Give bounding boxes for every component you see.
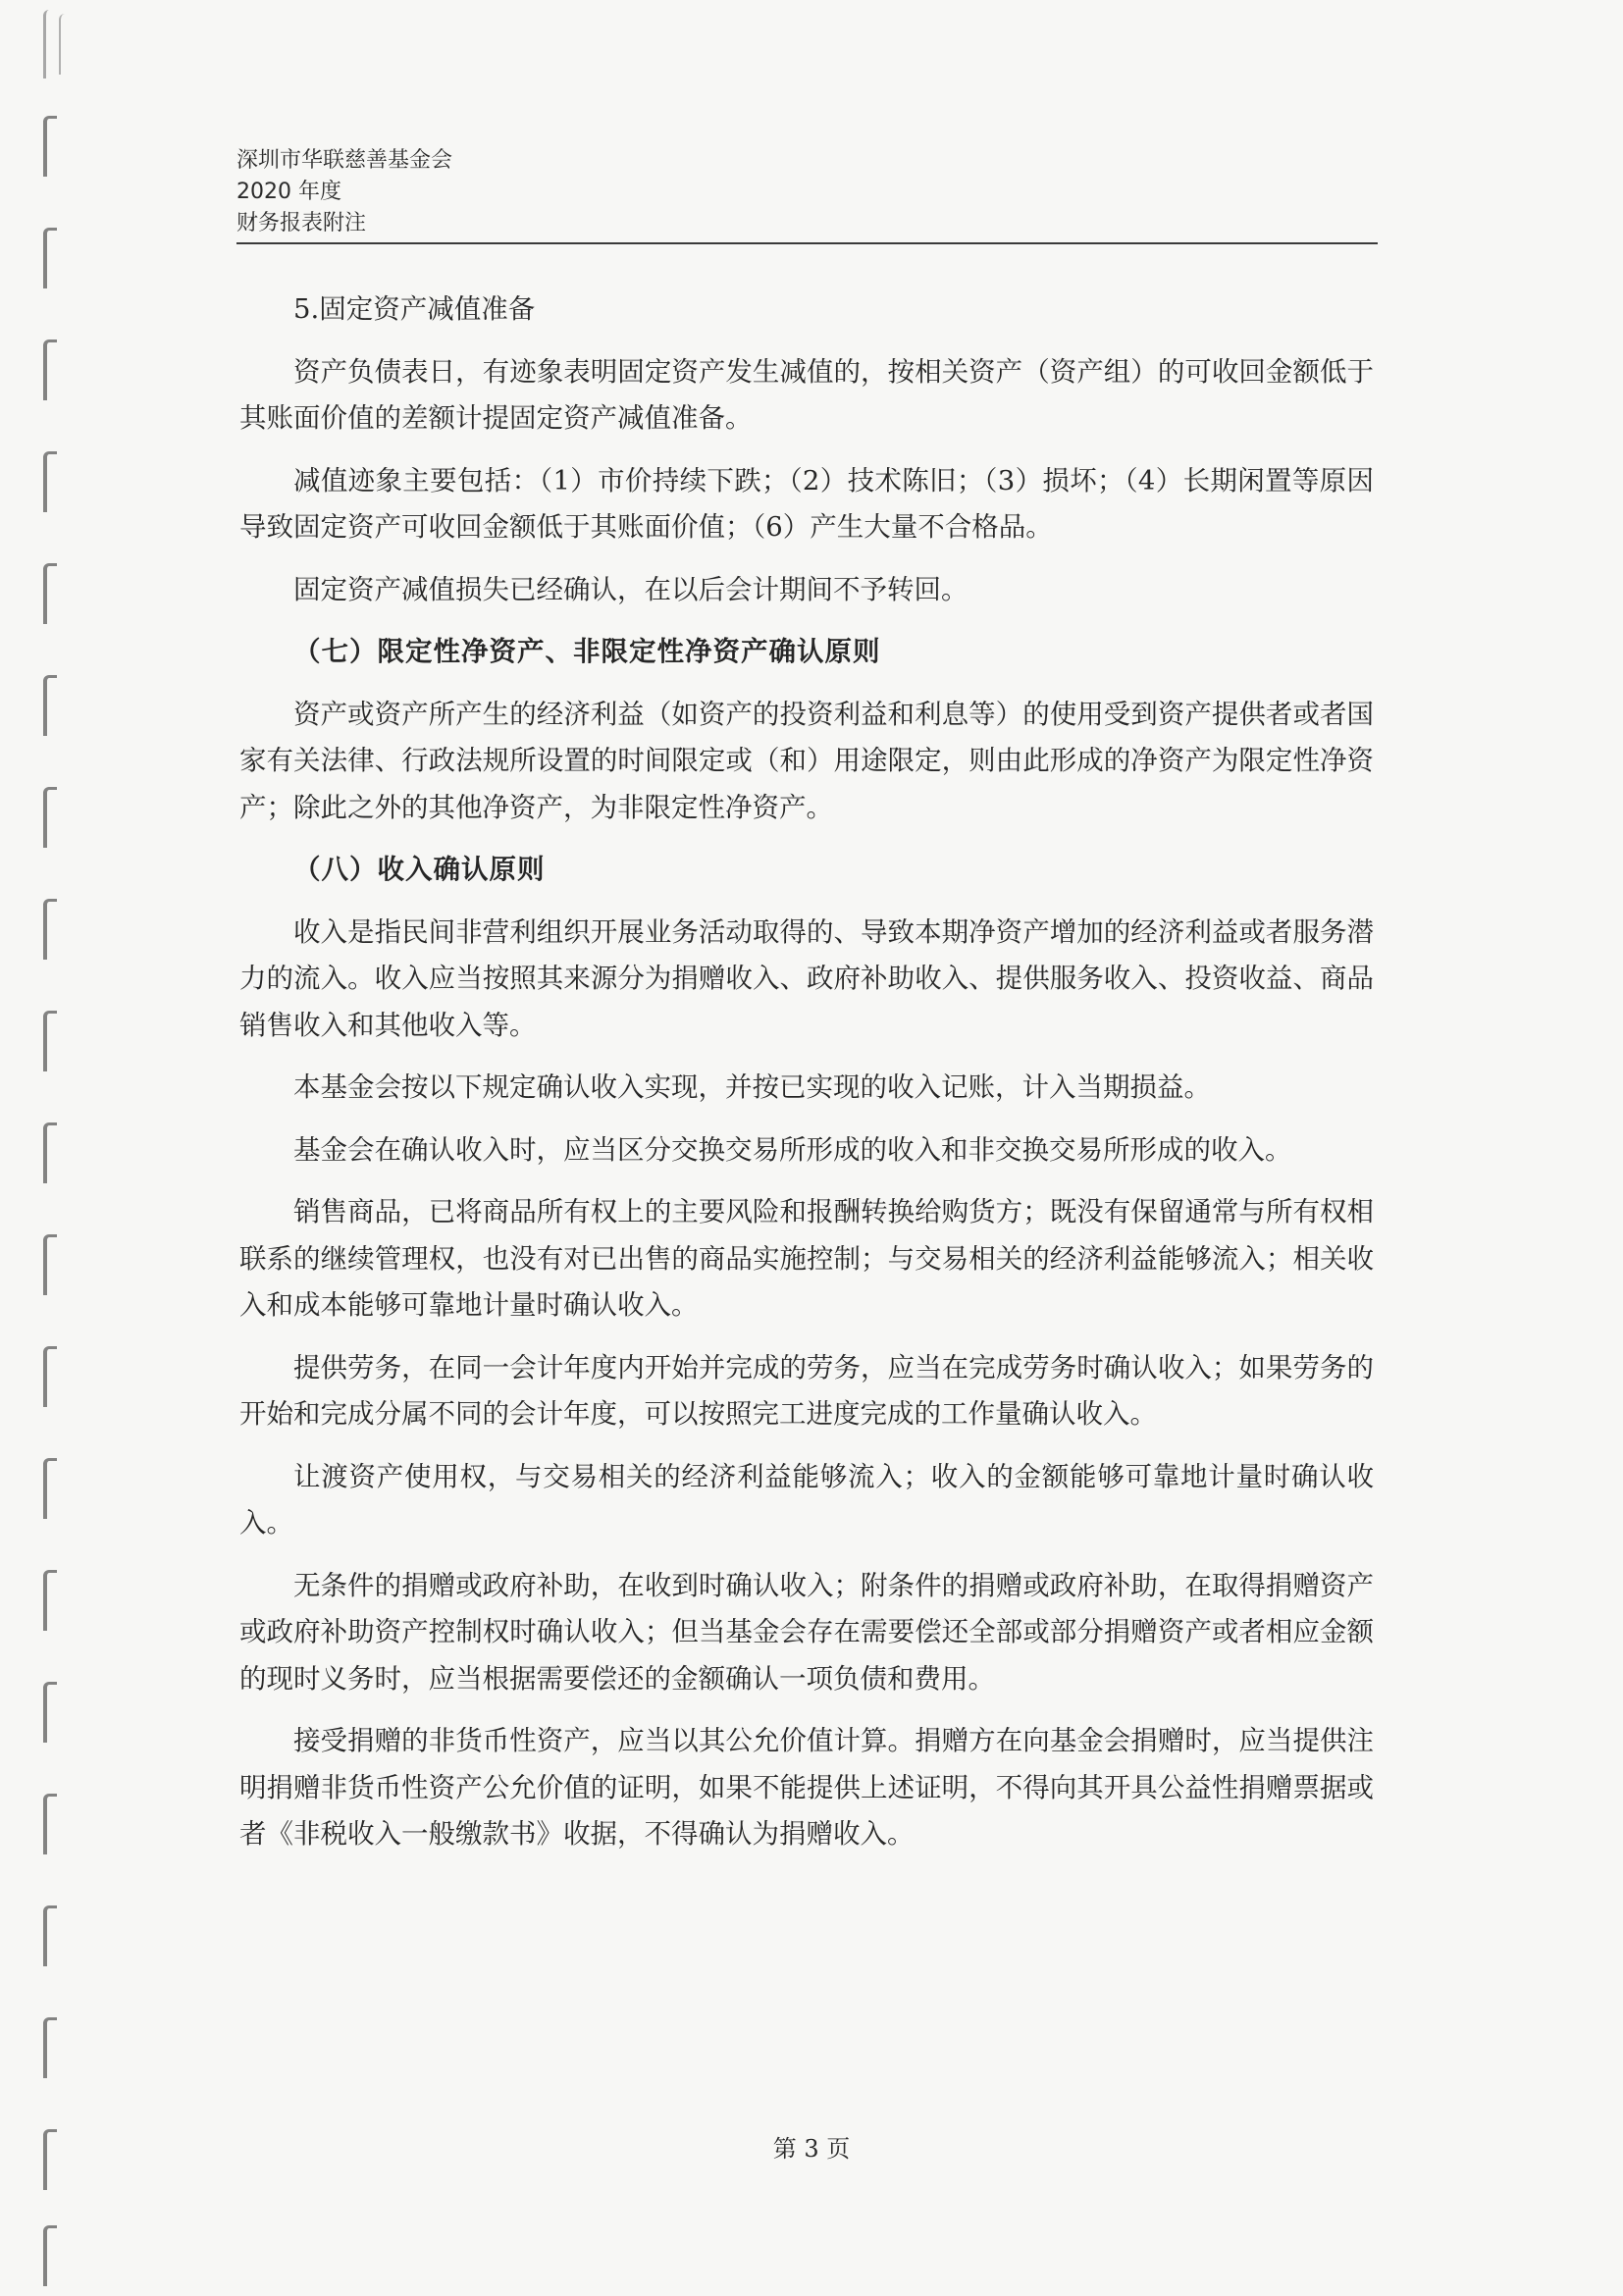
paragraph: 减值迹象主要包括：（1）市价持续下跌；（2）技术陈旧；（3）损坏；（4）长期闲置等原因导致固定资产可收回金额低于其账面价值；（6）产生大量不合格品。 [239,464,1374,543]
binding-hole-mark [43,1570,57,1631]
binding-hole-mark [43,10,57,78]
binding-hole-mark [43,2225,57,2286]
paragraph: 收入是指民间非营利组织开展业务活动取得的、导致本期净资产增加的经济利益或者服务潜力的流入。收入应当按照其来源分为捐赠收入、政府补助收入、提供服务收入、投资收益、商品销售收入和其他收入等。 [239,915,1374,1041]
binding-hole-mark [43,1458,57,1519]
header-divider [236,242,1378,244]
paragraph: 提供劳务，在同一会计年度内开始并完成的劳务，应当在完成劳务时确认收入；如果劳务的开始和完成分属不同的会计年度，可以按照完工进度完成的工作量确认收入。 [239,1351,1374,1430]
report-year: 2020 年度 [236,180,341,204]
binding-hole-mark [43,1234,57,1295]
binding-hole-mark [59,14,65,75]
paragraph: 让渡资产使用权，与交易相关的经济利益能够流入；收入的金额能够可靠地计量时确认收入。 [239,1460,1374,1539]
binding-hole-mark [43,1794,57,1854]
paragraph: 资产负债表日，有迹象表明固定资产发生减值的，按相关资产（资产组）的可收回金额低于其账面价值的差额计提固定资产减值准备。 [239,355,1374,434]
binding-hole-mark [43,787,57,848]
paragraph: 无条件的捐赠或政府补助，在收到时确认收入；附条件的捐赠或政府补助，在取得捐赠资产或政府补助资产控制权时确认收入；但当基金会存在需要偿还全部或部分捐赠资产或者相应金额的现时义务时，应当根据需要偿还的金额确认一项负债和费用。 [239,1569,1374,1695]
paragraph: 销售商品，已将商品所有权上的主要风险和报酬转换给购货方；既没有保留通常与所有权相联系的继续管理权，也没有对已出售的商品实施控制；与交易相关的经济利益能够流入；相关收入和成本能够可靠地计量时确认收入。 [239,1196,1374,1321]
organization-name: 深圳市华联慈善基金会 [236,148,453,173]
paragraph: 本基金会按以下规定确认收入实现，并按已实现的收入记账，计入当期损益。 [293,1071,1211,1103]
binding-hole-mark [43,2017,57,2078]
section-5-title: 5.固定资产减值准备 [293,293,536,325]
binding-hole-mark [43,451,57,512]
paragraph: 资产或资产所产生的经济利益（如资产的投资利益和利息等）的使用受到资产提供者或者国家有关法律、行政法规所设置的时间限定或（和）用途限定，则由此形成的净资产为限定性净资产；除此之外的其他净资产，为非限定性净资产。 [239,698,1374,823]
binding-hole-mark [43,339,57,400]
binding-hole-mark [43,563,57,624]
page-header [236,145,452,239]
paragraph: 接受捐赠的非货币性资产，应当以其公允价值计算。捐赠方在向基金会捐赠时，应当提供注明捐赠非货币性资产公允价值的证明，如果不能提供上述证明，不得向其开具公益性捐赠票据或者《非税收入一般缴款书》收据，不得确认为捐赠收入。 [239,1725,1374,1850]
binding-hole-mark [43,1122,57,1183]
binding-hole-mark [43,228,57,288]
binding-margin [0,0,88,2296]
paragraph: 基金会在确认收入时，应当区分交换交易所形成的收入和非交换交易所形成的收入。 [293,1133,1292,1166]
binding-hole-mark [43,116,57,177]
binding-hole-mark [43,1682,57,1743]
binding-hole-mark [43,1346,57,1407]
binding-hole-mark [43,1905,57,1966]
binding-hole-mark [43,1011,57,1071]
document-title: 财务报表附注 [236,211,367,235]
document-body [239,287,1374,1874]
section-8-heading: （八）收入确认原则 [293,854,546,885]
paragraph: 固定资产减值损失已经确认，在以后会计期间不予转回。 [293,573,969,605]
binding-hole-mark [43,899,57,960]
section-7-heading: （七）限定性净资产、非限定性净资产确认原则 [293,636,881,667]
page-number: 第 3 页 [772,2135,851,2163]
binding-hole-mark [43,675,57,736]
